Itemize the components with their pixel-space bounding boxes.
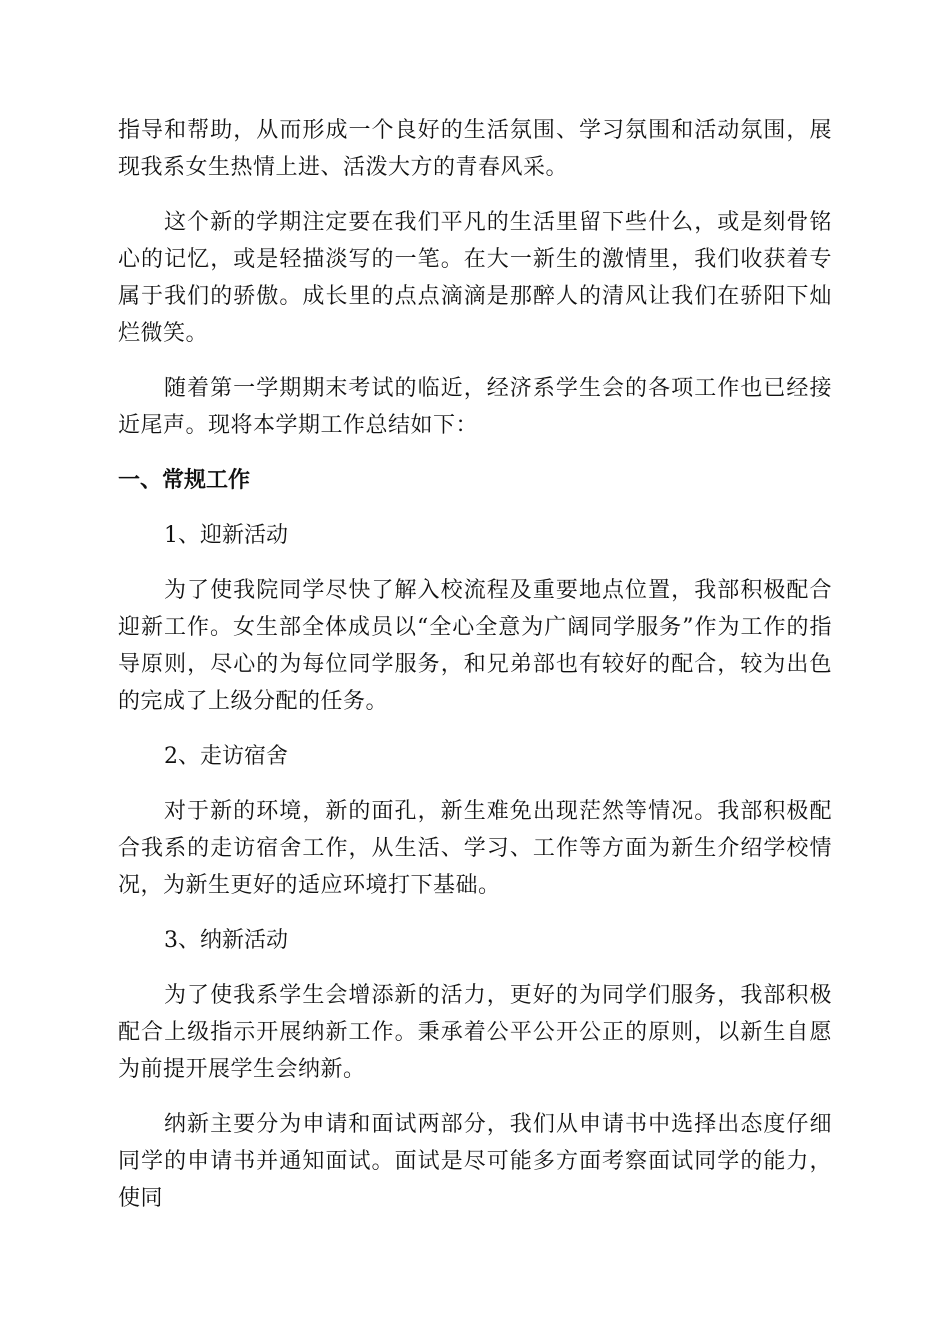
paragraph-welcome-activity: 为了使我院同学尽快了解入校流程及重要地点位置，我部积极配合迎新工作。女生部全体成员以“全心全意为广阔同学服务”作为工作的指导原则，尽心的为每位同学服务，和兄弟部也有较好的配合，较为出色的完成了上级分配的任务。 bbox=[118, 578, 832, 714]
subheading-recruitment: 3、纳新活动 bbox=[164, 928, 288, 953]
subheading-dorm-visits: 2、走访宿舍 bbox=[164, 744, 288, 769]
paragraph-dorm-visits: 对于新的环境，新的面孔，新生难免出现茫然等情况。我部积极配合我系的走访宿舍工作，从生活、学习、工作等方面为新生介绍学校情况，为新生更好的适应环境打下基础。 bbox=[118, 799, 832, 898]
paragraph-semester: 这个新的学期注定要在我们平凡的生活里留下些什么，或是刻骨铭心的记忆，或是轻描淡写的一笔。在大一新生的激情里，我们收获着专属于我们的骄傲。成长里的点点滴滴是那醉人的清风让我们在骄阳下灿烂微笑。 bbox=[118, 210, 832, 346]
paragraph-intro: 指导和帮助，从而形成一个良好的生活氛围、学习氛围和活动氛围，展现我系女生热情上进、活泼大方的青春风采。 bbox=[118, 118, 832, 180]
document-page bbox=[118, 112, 832, 1217]
paragraph-summary-intro: 随着第一学期期末考试的临近，经济系学生会的各项工作也已经接近尾声。现将本学期工作总结如下： bbox=[118, 376, 832, 438]
subheading-welcome-activity: 1、迎新活动 bbox=[164, 523, 288, 548]
section-heading-routine-work: 一、常规工作 bbox=[118, 468, 251, 493]
paragraph-recruitment: 为了使我系学生会增添新的活力，更好的为同学们服务，我部积极配合上级指示开展纳新工作。秉承着公平公开公正的原则，以新生自愿为前提开展学生会纳新。 bbox=[118, 983, 832, 1082]
paragraph-recruitment-interview: 纳新主要分为申请和面试两部分，我们从申请书中选择出态度仔细同学的申请书并通知面试。面试是尽可能多方面考察面试同学的能力，使同 bbox=[118, 1112, 832, 1211]
